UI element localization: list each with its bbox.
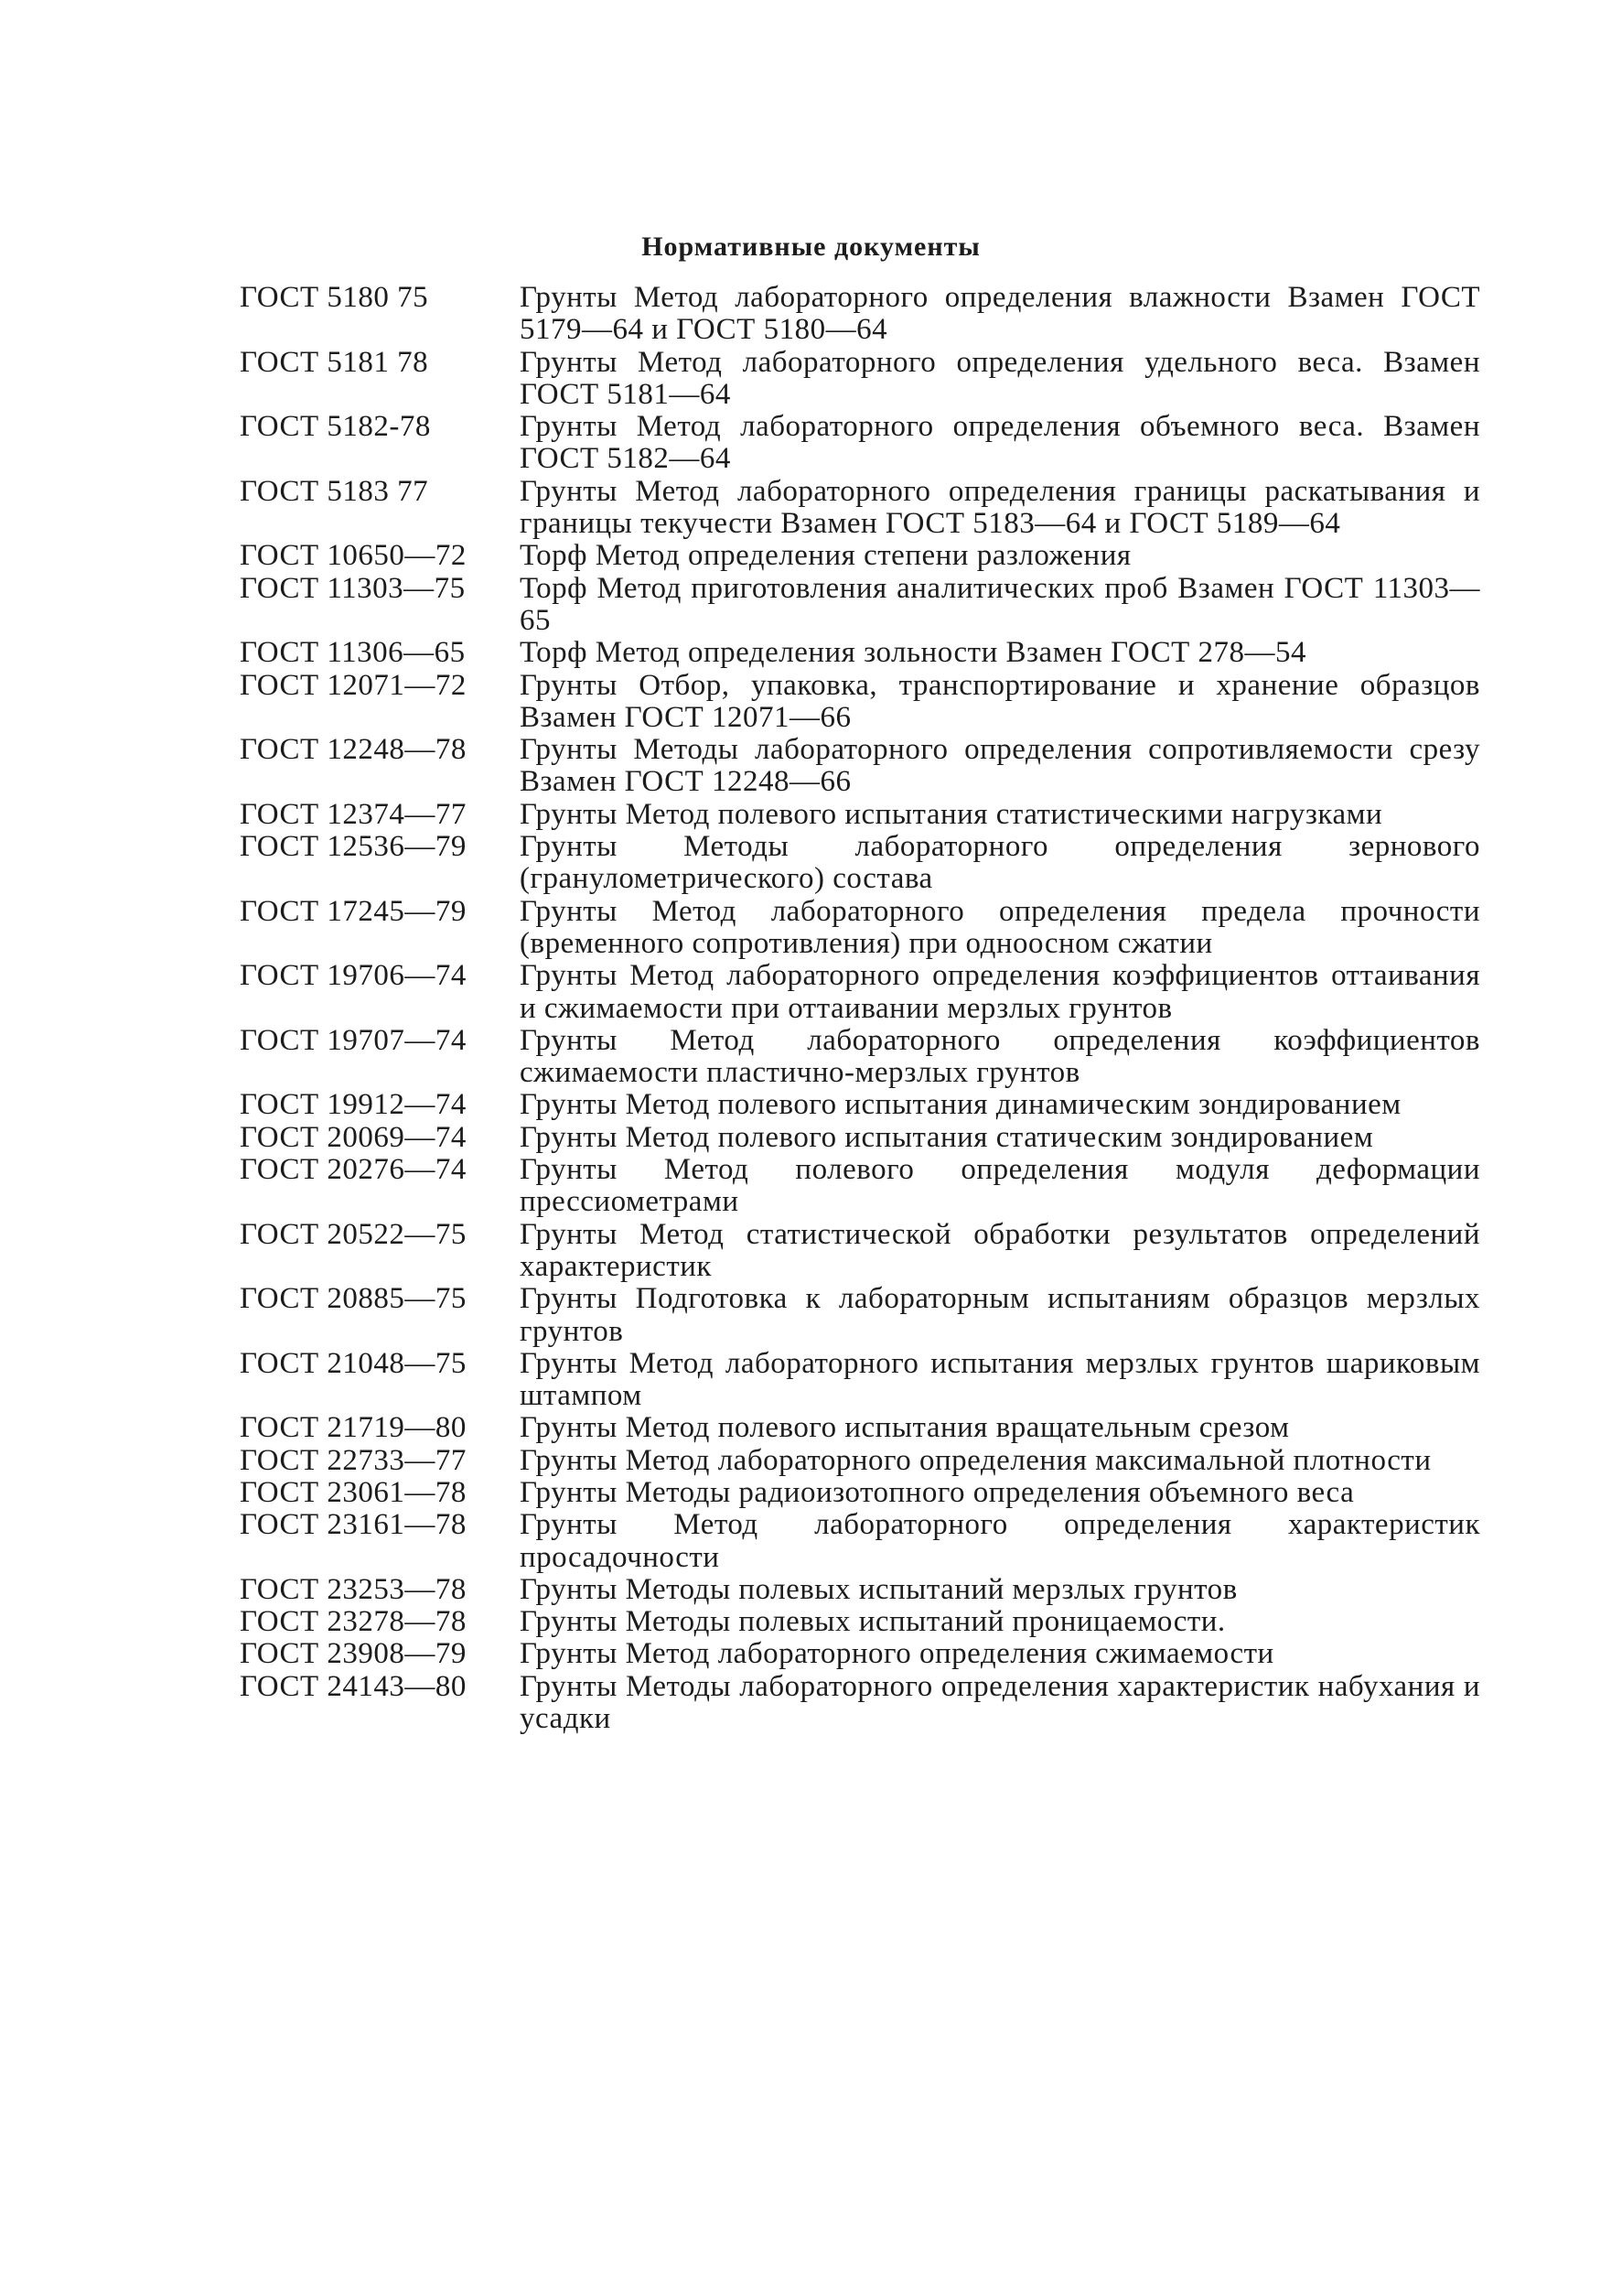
document-entry (0, 476, 1622, 541)
document-entry (0, 670, 1622, 735)
document-list (0, 282, 1622, 1735)
document-description: Грунты Метод лабораторного определения влажности Взамен ГОСТ 5179—64 и ГОСТ 5180—64 (520, 281, 1480, 347)
document-description: Грунты Метод полевого определения модуля деформации прессиометрами (520, 1153, 1480, 1219)
document-entry (0, 734, 1622, 799)
document-entry (0, 1154, 1622, 1219)
document-code: ГОСТ 12071—72 (240, 668, 467, 702)
document-description: Грунты Методы радиоизотопного определения объемного веса (520, 1475, 1355, 1509)
document-description: Грунты Метод лабораторного испытания мерзлых грунтов шариковым штампом (520, 1346, 1480, 1413)
document-description: Грунты Метод лабораторного определения характеристик просадочности (520, 1508, 1480, 1574)
document-description: Грунты Метод полевого испытания статическим зондированием (520, 1120, 1374, 1154)
document-entry (0, 1025, 1622, 1090)
document-description: Грунты Метод лабораторного определения максимальной плотности (520, 1443, 1432, 1477)
document-description: Торф Метод приготовления аналитических проб Взамен ГОСТ 11303—65 (520, 571, 1480, 637)
document-code: ГОСТ 23278—78 (240, 1605, 467, 1639)
document-entry (0, 799, 1622, 831)
document-code: ГОСТ 20885—75 (240, 1282, 467, 1316)
document-code: ГОСТ 20069—74 (240, 1120, 467, 1154)
document-entry (0, 411, 1622, 476)
document-code: ГОСТ 5183 77 (240, 474, 429, 508)
document-description: Грунты Метод лабораторного определения объемного веса. Взамен ГОСТ 5182—64 (520, 410, 1480, 476)
document-entry (0, 1122, 1622, 1154)
document-code: ГОСТ 10650—72 (240, 539, 467, 573)
document-description: Грунты Метод статистической обработки результатов определений характеристик (520, 1217, 1480, 1283)
document-code: ГОСТ 12374—77 (240, 797, 467, 831)
document-entry (0, 1638, 1622, 1670)
document-entry (0, 1412, 1622, 1444)
document-description: Грунты Метод полевого испытания динамическим зондированием (520, 1088, 1402, 1122)
document-description: Торф Метод определения зольности Взамен ГОСТ 278—54 (520, 636, 1307, 670)
document-description: Грунты Методы полевых испытаний мерзлых грунтов (520, 1572, 1238, 1606)
document-entry (0, 1477, 1622, 1509)
document-code: ГОСТ 12536—79 (240, 830, 467, 864)
document-code: ГОСТ 19912—74 (240, 1088, 467, 1122)
document-description: Грунты Отбор, упаковка, транспортирование и хранение образцов Взамен ГОСТ 12071—66 (520, 668, 1480, 734)
document-code: ГОСТ 19706—74 (240, 959, 467, 993)
document-code: ГОСТ 23161—78 (240, 1508, 467, 1542)
document-code: ГОСТ 21048—75 (240, 1346, 467, 1380)
document-entry (0, 1574, 1622, 1606)
document-entry (0, 831, 1622, 896)
document-description: Грунты Метод лабораторного определения коэффициентов оттаивания и сжимаемости при оттаивании мерзлых грунтов (520, 959, 1480, 1025)
document-entry (0, 637, 1622, 669)
document-code: ГОСТ 23061—78 (240, 1475, 467, 1509)
document-code: ГОСТ 23253—78 (240, 1572, 467, 1606)
document-description: Грунты Подготовка к лабораторным испытаниям образцов мерзлых грунтов (520, 1282, 1480, 1348)
document-entry (0, 1348, 1622, 1413)
document-entry (0, 540, 1622, 572)
document-code: ГОСТ 20276—74 (240, 1153, 467, 1187)
document-description: Грунты Методы лабораторного определения сопротивляемости срезу Взамен ГОСТ 12248—66 (520, 733, 1480, 799)
document-description: Грунты Метод лабораторного определения удельного веса. Взамен ГОСТ 5181—64 (520, 345, 1480, 411)
document-entry (0, 1509, 1622, 1574)
document-description: Грунты Метод лабораторного определения коэффициентов сжимаемости пластично-мерзлых грунтов (520, 1023, 1480, 1090)
document-code: ГОСТ 11306—65 (240, 636, 466, 670)
document-description: Грунты Метод полевого испытания статистическими нагрузками (520, 797, 1383, 831)
document-entry (0, 1219, 1622, 1284)
document-entry (0, 1445, 1622, 1477)
document-description: Грунты Метод лабораторного определения границы раскатывания и границы текучести Взамен ГОСТ 5183—64 и ГОСТ 5189—64 (520, 474, 1480, 541)
document-code: ГОСТ 19707—74 (240, 1023, 467, 1057)
document-entry (0, 1283, 1622, 1348)
document-code: ГОСТ 5182-78 (240, 410, 431, 444)
page-title: Нормативные документы (641, 232, 981, 263)
document-code: ГОСТ 5181 78 (240, 345, 429, 379)
document-code: ГОСТ 21719—80 (240, 1411, 467, 1445)
document-entry (0, 573, 1622, 638)
document-description: Торф Метод определения степени разложения (520, 539, 1132, 573)
document-entry (0, 282, 1622, 347)
document-code: ГОСТ 24143—80 (240, 1669, 467, 1703)
document-entry (0, 960, 1622, 1025)
document-description: Грунты Методы лабораторного определения характеристик набухания и усадки (520, 1669, 1480, 1736)
document-entry (0, 896, 1622, 961)
document-entry (0, 1671, 1622, 1736)
document-code: ГОСТ 12248—78 (240, 733, 467, 767)
document-code: ГОСТ 20522—75 (240, 1217, 467, 1251)
document-entry (0, 1089, 1622, 1121)
document-description: Грунты Метод полевого испытания вращательным срезом (520, 1411, 1290, 1445)
document-code: ГОСТ 22733—77 (240, 1443, 467, 1477)
document-description: Грунты Метод лабораторного определения сжимаемости (520, 1637, 1274, 1671)
document-code: ГОСТ 11303—75 (240, 571, 466, 605)
document-code: ГОСТ 5180 75 (240, 281, 429, 314)
document-description: Грунты Методы полевых испытаний проницаемости. (520, 1605, 1226, 1639)
document-entry (0, 347, 1622, 412)
document-entry (0, 1606, 1622, 1638)
document-description: Грунты Методы лабораторного определения зернового (гранулометрического) состава (520, 830, 1480, 896)
document-description: Грунты Метод лабораторного определения предела прочности (временного сопротивления) при одноосном сжатии (520, 894, 1480, 960)
document-code: ГОСТ 23908—79 (240, 1637, 467, 1671)
document-code: ГОСТ 17245—79 (240, 894, 467, 928)
